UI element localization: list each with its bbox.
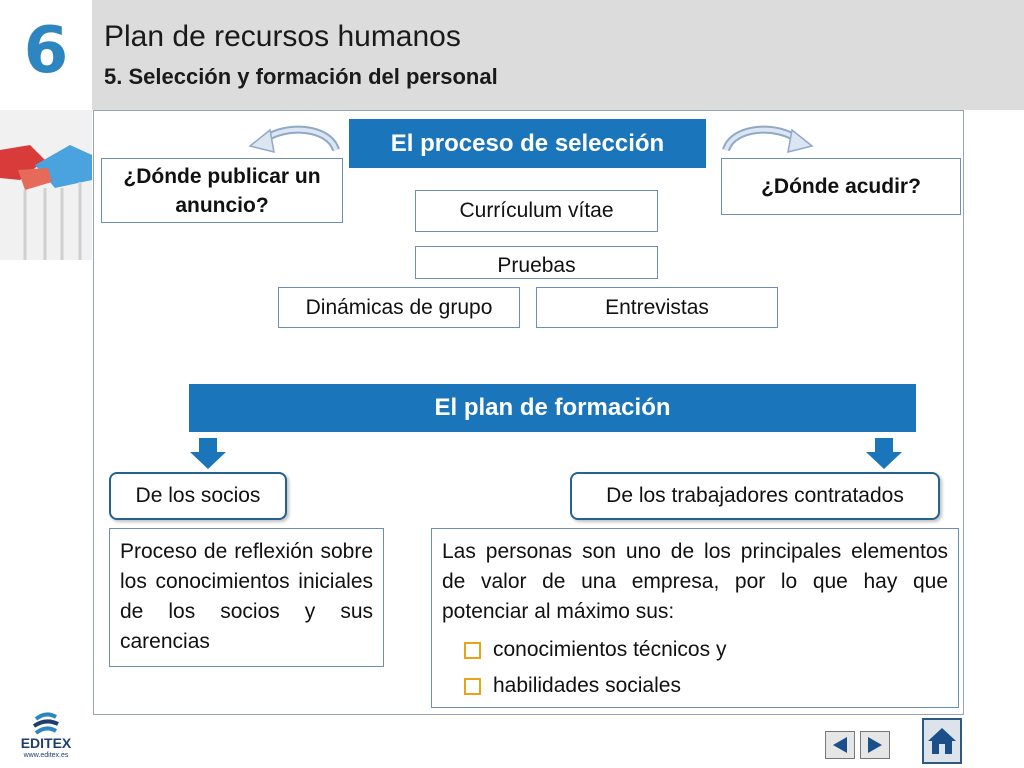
selection-item-cv: Currículum vítae xyxy=(415,190,658,232)
home-icon xyxy=(926,725,958,757)
selection-item-tests: Pruebas xyxy=(415,246,658,279)
handshake-image xyxy=(0,110,92,260)
bullet-text: conocimientos técnicos y xyxy=(493,638,727,661)
chapter-number: 6 xyxy=(23,14,69,88)
editex-url: www.editex.es xyxy=(23,752,69,759)
training-employees-label: De los trabajadores contratados xyxy=(570,472,940,520)
home-button[interactable] xyxy=(922,718,962,764)
selection-item-interviews: Entrevistas xyxy=(536,287,778,328)
curved-arrow-left-icon xyxy=(244,124,344,156)
bullet-item xyxy=(442,671,948,701)
question-where-publish: ¿Dónde publicar un anuncio? xyxy=(101,158,343,223)
bullet-text: habilidades sociales xyxy=(493,674,681,697)
down-arrow-icon xyxy=(864,438,904,470)
next-slide-icon xyxy=(865,735,885,755)
bullet-item xyxy=(442,635,948,665)
next-slide-button[interactable] xyxy=(860,731,890,759)
training-partners-label: De los socios xyxy=(109,472,287,520)
prev-slide-button[interactable] xyxy=(825,731,855,759)
selection-heading: El proceso de selección xyxy=(349,119,706,168)
training-partners-text: Proceso de reflexión sobre los conocimientos iniciales de los socios y sus carencias xyxy=(109,528,384,667)
question-where-go: ¿Dónde acudir? xyxy=(721,158,961,215)
curved-arrow-right-icon xyxy=(718,124,818,156)
checkbox-bullet-icon xyxy=(464,678,481,695)
slide-title: Plan de recursos humanos xyxy=(104,20,461,53)
down-arrow-icon xyxy=(188,438,228,470)
training-heading: El plan de formación xyxy=(189,384,916,432)
slide-subtitle: 5. Selección y formación del personal xyxy=(104,64,498,89)
header-bar xyxy=(92,0,1024,110)
editex-logo-icon xyxy=(32,711,60,735)
editex-logo-text: EDITEX xyxy=(20,735,72,751)
selection-item-group-dynamics: Dinámicas de grupo xyxy=(278,287,520,328)
prev-slide-icon xyxy=(830,735,850,755)
checkbox-bullet-icon xyxy=(464,642,481,659)
training-employees-text: Las personas son uno de los principales elementos de valor de una empresa, por lo que hay que potenciar al máximo sus: xyxy=(442,540,948,623)
training-employees-panel xyxy=(431,528,959,708)
